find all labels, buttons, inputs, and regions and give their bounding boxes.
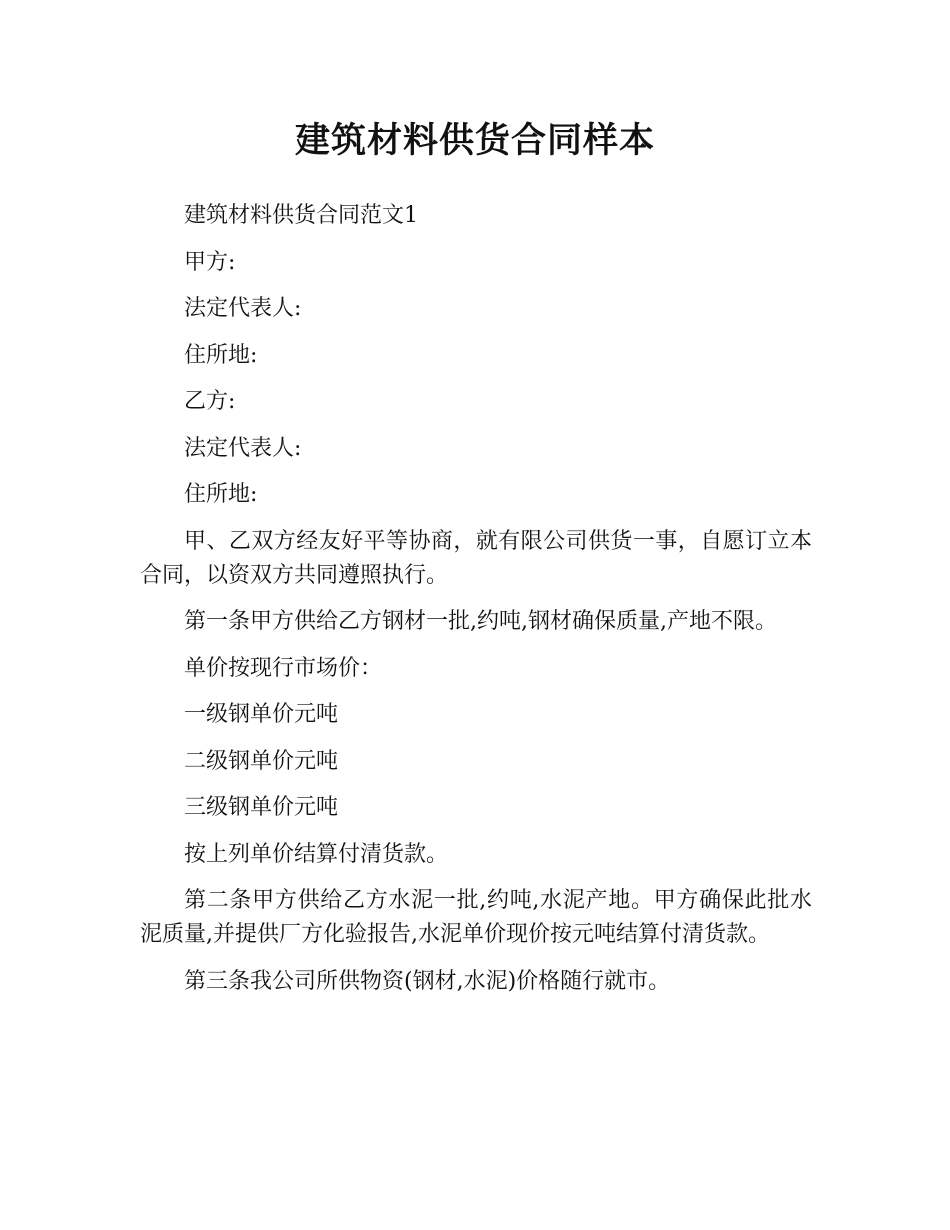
paragraph-preamble: 甲、乙双方经友好平等协商，就有限公司供货一事，自愿订立本合同，以资双方共同遵照执行。 xyxy=(140,528,812,588)
paragraph-grade-2-steel: 二级钢单价元吨 xyxy=(184,748,339,774)
paragraph-settlement: 按上列单价结算付清货款。 xyxy=(184,841,449,867)
page-title: 建筑材料供货合同样本 xyxy=(294,121,655,161)
paragraph-article-1: 第一条甲方供给乙方钢材一批,约吨,钢材确保质量,产地不限。 xyxy=(184,609,777,634)
paragraph-article-3: 第三条我公司所供物资(钢材,水泥)价格随行就市。 xyxy=(184,968,671,994)
paragraph-article-2: 第二条甲方供给乙方水泥一批,约吨,水泥产地。甲方确保此批水泥质量,并提供厂方化验报告,水泥单价现价按元吨结算付清货款。 xyxy=(140,888,812,947)
paragraph-party-b: 乙方: xyxy=(184,389,236,414)
document-body xyxy=(140,199,812,1011)
paragraph-grade-3-steel: 三级钢单价元吨 xyxy=(184,795,339,820)
paragraph-grade-1-steel: 一级钢单价元吨 xyxy=(184,702,339,727)
paragraph-party-a-representative: 法定代表人: xyxy=(184,296,302,321)
paragraph-unit-price: 单价按现行市场价： xyxy=(184,655,383,681)
paragraph-party-b-representative: 法定代表人: xyxy=(184,435,302,461)
paragraph-party-a: 甲方: xyxy=(184,249,236,275)
paragraph-party-a-address: 住所地: xyxy=(184,342,258,368)
paragraph-subtitle: 建筑材料供货合同范文1 xyxy=(184,203,418,228)
paragraph-party-b-address: 住所地: xyxy=(184,482,258,507)
